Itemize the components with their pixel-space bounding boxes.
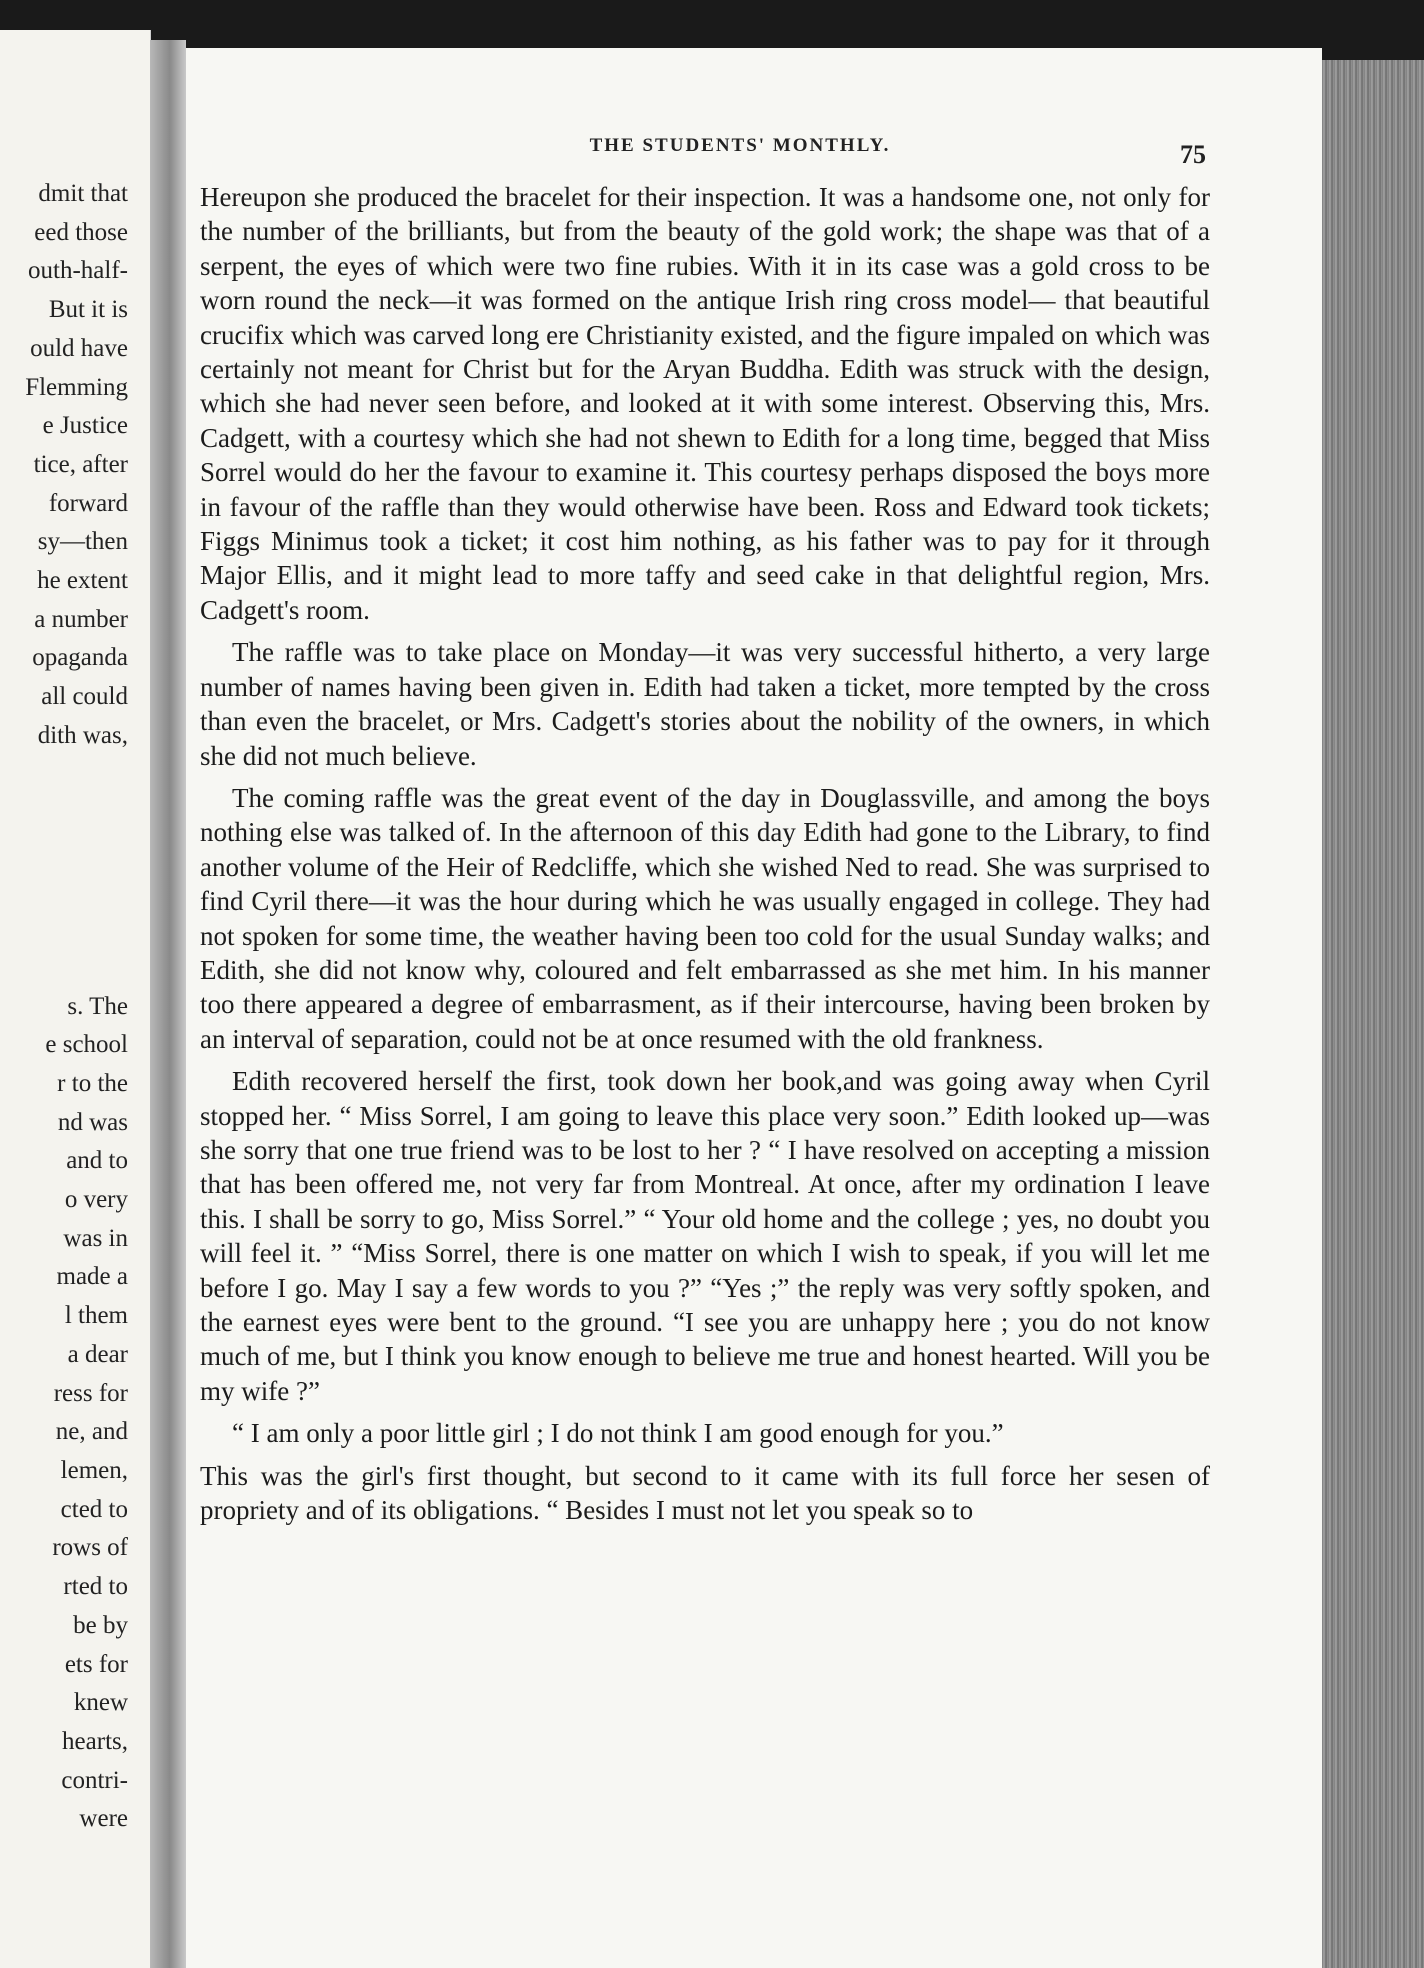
book-gutter	[150, 40, 186, 1968]
left-line: l them	[64, 1302, 128, 1330]
left-line: was in	[63, 1224, 128, 1252]
left-line: nd was	[57, 1108, 128, 1136]
left-line: dmit that	[38, 180, 128, 207]
left-line: he extent	[37, 567, 128, 595]
left-line: cted to	[60, 1495, 128, 1523]
left-line: ne, and	[55, 1418, 128, 1446]
left-line: a dear	[67, 1340, 128, 1368]
left-line: be by	[73, 1611, 128, 1639]
left-line: made a	[56, 1263, 128, 1291]
page-number: 75	[1180, 140, 1206, 169]
paragraph: Hereupon she produced the bracelet for their inspection. It was a handsome one, not only for the number of the brilliants, but from the beauty of the gold work; the shape was that of a serpent, the eyes of which were two fine rubies. With it in its case was a gold cross to be worn round the neck—it was formed on the antique Irish ring cross model— that beautiful crucifix which was carved long ere Christianity existed, and the figure impaled on which was certainly not meant for Christ but for the Aryan Buddha. Edith was struck with the design, which she had never seen before, and looked at it with some interest. Observing this, Mrs. Cadgett, with a courtesy which she had not shewn to Edith for a long time, begged that Miss Sorrel would do her the favour to examine it. This courtesy perhaps disposed the boys more in favour of the raffle than they would otherwise have been. Ross and Edward took tickets; Figgs Minimus took a ticket; it cost him nothing, as his father was to pay for it through Major Ellis, and it might lead to more taffy and seed cake in that delightful region, Mrs. Cadgett's room.	[200, 182, 1210, 625]
paragraph: Edith recovered herself the first, took down her book,and was going away when Cyril stopped her. “ Miss Sorrel, I am going to leave this place very soon.” Edith looked up—was she sorry that one true friend was to be lost to her ? “ I have resolved on accepting a mission that has been offered me, not very far from Montreal. At once, after my ordination I leave this. I shall be sorry to go, Miss Sorrel.” “ Your old home and the college ; yes, no doubt you will feel it. ” “Miss Sorrel, there is one matter on which I wish to speak, if you will let me before I go. May I say a few words to you ?” “Yes ;” the reply was very softly spoken, and the earnest eyes were bent to the ground. “I see you are unhappy here ; you do not know much of me, but I think you know enough to believe me true and honest hearted. Will you be my wife ?”	[200, 1066, 1210, 1406]
left-line: rted to	[63, 1573, 128, 1601]
left-line: all could	[41, 683, 128, 711]
running-head: THE STUDENTS' MONTHLY.	[589, 135, 891, 156]
left-line: opaganda	[32, 644, 128, 672]
paragraph: This was the girl's first thought, but second to it came with its full force her sesen of propriety and of its obligations. “ Besides I must not let you speak so to	[200, 1460, 1210, 1526]
left-line: contri-	[61, 1766, 128, 1794]
left-line: sy—then	[37, 528, 128, 556]
left-page-gap	[0, 756, 128, 988]
left-line: o very	[64, 1186, 128, 1214]
left-line: lemen,	[60, 1456, 128, 1484]
left-line: a number	[34, 605, 128, 633]
left-line: eed those	[34, 218, 128, 246]
left-page-column	[0, 175, 128, 1839]
left-line: tice, after	[33, 450, 128, 478]
left-line: ress for	[53, 1379, 128, 1407]
left-line: rows of	[52, 1534, 128, 1562]
left-line: ets for	[64, 1650, 128, 1678]
paragraph: “ I am only a poor little girl ; I do not think I am good enough for you.”	[232, 1418, 1004, 1449]
left-line: were	[79, 1805, 128, 1833]
paragraph: The raffle was to take place on Monday—it was very successful hitherto, a very large number of names having been given in. Edith had taken a ticket, more tempted by the cross than even the bracelet, or Mrs. Cadgett's stories about the nobility of the owners, in which she did not much believe.	[200, 637, 1210, 771]
paragraph: The coming raffle was the great event of the day in Douglassville, and among the boys nothing else was talked of. In the afternoon of this day Edith had gone to the Library, to find another volume of the Heir of Redcliffe, which she wished Ned to read. She was surprised to find Cyril there—it was the hour during which he was usually engaged in college. They had not spoken for some time, the weather having been too cold for the usual Sunday walks; and Edith, she did not know why, coloured and felt embarrassed as she met him. In his manner too there appeared a degree of embarrasment, as if their intercourse, having been broken by an interval of separation, could not be at once resumed with the old frankness.	[200, 782, 1210, 1054]
left-line: dith was,	[37, 721, 128, 749]
left-line: and to	[66, 1147, 128, 1175]
left-line: Flemming	[25, 373, 128, 401]
left-line: r to the	[57, 1069, 128, 1097]
left-line: e Justice	[42, 412, 128, 440]
left-line: forward	[48, 489, 128, 517]
left-line: s. The	[67, 992, 128, 1020]
left-line: knew	[73, 1689, 128, 1717]
left-line: ould have	[30, 334, 128, 362]
left-line: But it is	[48, 296, 128, 324]
page-edges	[1322, 60, 1424, 1968]
left-line: hearts,	[62, 1727, 128, 1755]
left-page	[0, 30, 151, 1968]
left-line: e school	[45, 1031, 128, 1059]
left-line: outh-half-	[28, 257, 128, 285]
body-text	[200, 180, 1210, 1535]
